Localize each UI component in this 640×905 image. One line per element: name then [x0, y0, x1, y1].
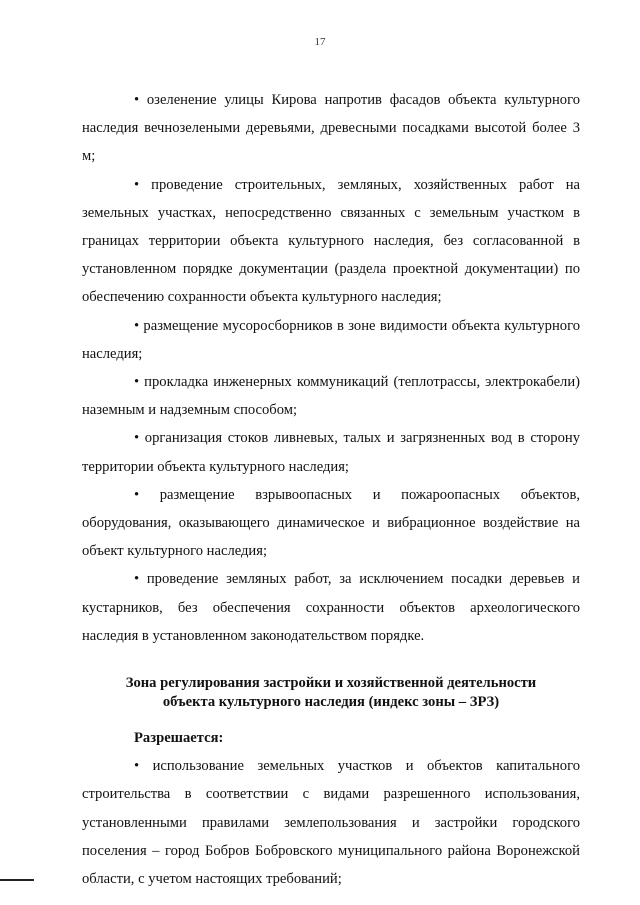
- document-body: [82, 86, 580, 893]
- paragraph-construction-works: • проведение строительных, земляных, хозяйственных работ на земельных участках, непосредственно связанных с земельным участком в границах территории объекта культурного наследия, без согласованной в установленном порядке документации (раздела проектной документации) по обеспечению сохранности объекта культурного наследия;: [82, 176, 580, 306]
- allowed-subheading: Разрешается:: [134, 730, 224, 747]
- paragraph-drainage: • организация стоков ливневых, талых и загрязненных вод в сторону территории объекта культурного наследия;: [82, 430, 580, 475]
- page-number: 17: [314, 36, 326, 48]
- section-heading-line2: объекта культурного наследия (индекс зоны – ЗРЗ): [162, 694, 500, 711]
- scan-edge-mark: [0, 879, 34, 881]
- paragraph-waste-bins: • размещение мусоросборников в зоне видимости объекта культурного наследия;: [82, 317, 580, 362]
- section-heading: [82, 674, 580, 712]
- section-heading-line1: Зона регулирования застройки и хозяйственной деятельности: [125, 675, 537, 692]
- paragraph-earthworks: • проведение земляных работ, за исключением посадки деревьев и кустарников, без обеспечения сохранности объектов археологического наследия в установленном законодательством порядке.: [82, 571, 580, 644]
- paragraph-hazardous-objects: • размещение взрывоопасных и пожароопасных объектов, оборудования, оказывающего динамическое и вибрационное воздействие на объект культурного наследия;: [82, 486, 580, 560]
- paragraph-utilities: • прокладка инженерных коммуникаций (теплотрассы, электрокабели) наземным и надземным способом;: [82, 374, 580, 419]
- paragraph-greening: • озеленение улицы Кирова напротив фасадов объекта культурного наследия вечнозелеными деревьями, древесными посадками высотой более 3 м;: [82, 92, 580, 165]
- paragraph-land-use: • использование земельных участков и объектов капитального строительства в соответствии с видами разрешенного использования, установленными правилами землепользования и застройки городского поселения – город Бобров Бобровского муниципального района Воронежской области, с учетом настоящих требований;: [82, 758, 580, 888]
